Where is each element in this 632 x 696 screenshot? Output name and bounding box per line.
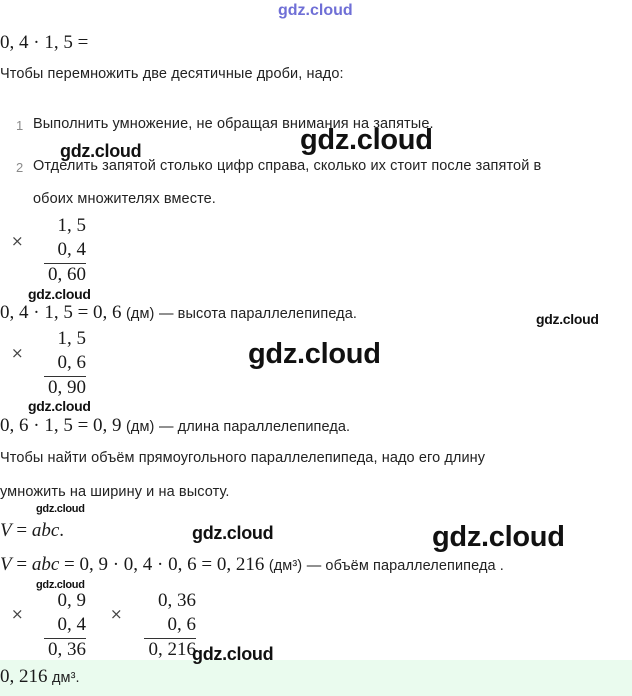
column2-factor-b: 0, 6: [57, 352, 86, 373]
volume-line: V = abc = 0, 9 · 0, 4 · 0, 6 = 0, 216 (дм³) — объём параллелепипеда .: [0, 554, 504, 575]
step-2-number: 2: [16, 160, 24, 175]
top-watermark: gdz.cloud: [278, 2, 353, 19]
multiply-sign-3: ×: [11, 605, 24, 623]
column-multiplication-4: [140, 589, 196, 661]
volume-unit: (дм³): [268, 558, 303, 574]
column2-factor-a: 1, 5: [57, 328, 86, 349]
column4-result: 0, 216: [148, 639, 196, 660]
column-multiplication-3: [40, 589, 86, 661]
multiply-sign-1: ×: [11, 232, 24, 250]
watermark: gdz.cloud: [60, 141, 142, 161]
height-unit: (дм): [126, 306, 155, 322]
volume-formula: [0, 520, 64, 542]
column1-factor-b: 0, 4: [57, 239, 86, 260]
watermark: gdz.cloud: [536, 311, 599, 327]
volume-rule-line2: умножить на ширину и на высоту.: [0, 484, 230, 500]
column1-factor-a: 1, 5: [57, 215, 86, 236]
answer-value: 0, 216: [0, 666, 48, 687]
formula-eq: =: [16, 520, 28, 541]
column3-result: 0, 36: [48, 639, 86, 660]
length-expression: 0, 6 · 1, 5 = 0, 9: [0, 415, 122, 436]
answer-box: [0, 660, 632, 696]
step-2-text-line2: обоих множителях вместе.: [33, 191, 216, 207]
watermark: gdz.cloud: [192, 644, 274, 664]
column3-factor-b: 0, 4: [57, 614, 86, 635]
volume-lhs: V: [0, 554, 12, 575]
step-1-number: 1: [16, 118, 24, 133]
column-multiplication-2: [40, 327, 86, 399]
length-text: — длина параллелепипеда.: [158, 419, 351, 435]
length-unit: (дм): [126, 419, 155, 435]
answer-unit: дм³.: [51, 670, 80, 686]
column4-factor-a: 0, 36: [158, 590, 196, 611]
step-2-text-line1: Отделить запятой столько цифр справа, сколько их стоит после запятой в: [33, 158, 542, 174]
watermark: gdz.cloud: [300, 124, 433, 156]
column-multiplication-1: [40, 214, 86, 286]
length-line: [0, 415, 350, 437]
formula-lhs: V: [0, 520, 12, 541]
volume-rule-line1: Чтобы найти объём прямоугольного параллелепипеда, надо его длину: [0, 450, 486, 466]
height-line: [0, 302, 357, 324]
formula-rhs: abc: [31, 520, 60, 541]
watermark: gdz.cloud: [432, 521, 565, 553]
height-text: — высота параллелепипеда.: [158, 306, 358, 322]
volume-abc: abc: [31, 554, 60, 575]
column2-result: 0, 90: [48, 377, 86, 398]
step-1-text: Выполнить умножение, не обращая внимания на запятые.: [33, 116, 434, 132]
height-expression: 0, 4 · 1, 5 = 0, 6: [0, 302, 122, 323]
volume-expression: = 0, 9 · 0, 4 · 0, 6 = 0, 216: [64, 554, 265, 575]
watermark: gdz.cloud: [192, 523, 274, 543]
watermark: gdz.cloud: [248, 338, 381, 370]
watermark: gdz.cloud: [36, 503, 85, 515]
formula-dot: .: [59, 520, 65, 541]
answer: [0, 666, 80, 688]
watermark: gdz.cloud: [36, 579, 85, 591]
watermark: gdz.cloud: [28, 398, 91, 414]
task-expression: 0, 4 · 1, 5 =: [0, 32, 89, 53]
column4-factor-b: 0, 6: [167, 614, 196, 635]
watermark: gdz.cloud: [28, 286, 91, 302]
volume-text: — объём параллелепипеда .: [306, 558, 504, 574]
rule-intro: Чтобы перемножить две десятичные дроби, надо:: [0, 66, 344, 82]
multiply-sign-4: ×: [110, 605, 123, 623]
column1-result: 0, 60: [48, 264, 86, 285]
multiply-sign-2: ×: [11, 344, 24, 362]
column3-factor-a: 0, 9: [57, 590, 86, 611]
